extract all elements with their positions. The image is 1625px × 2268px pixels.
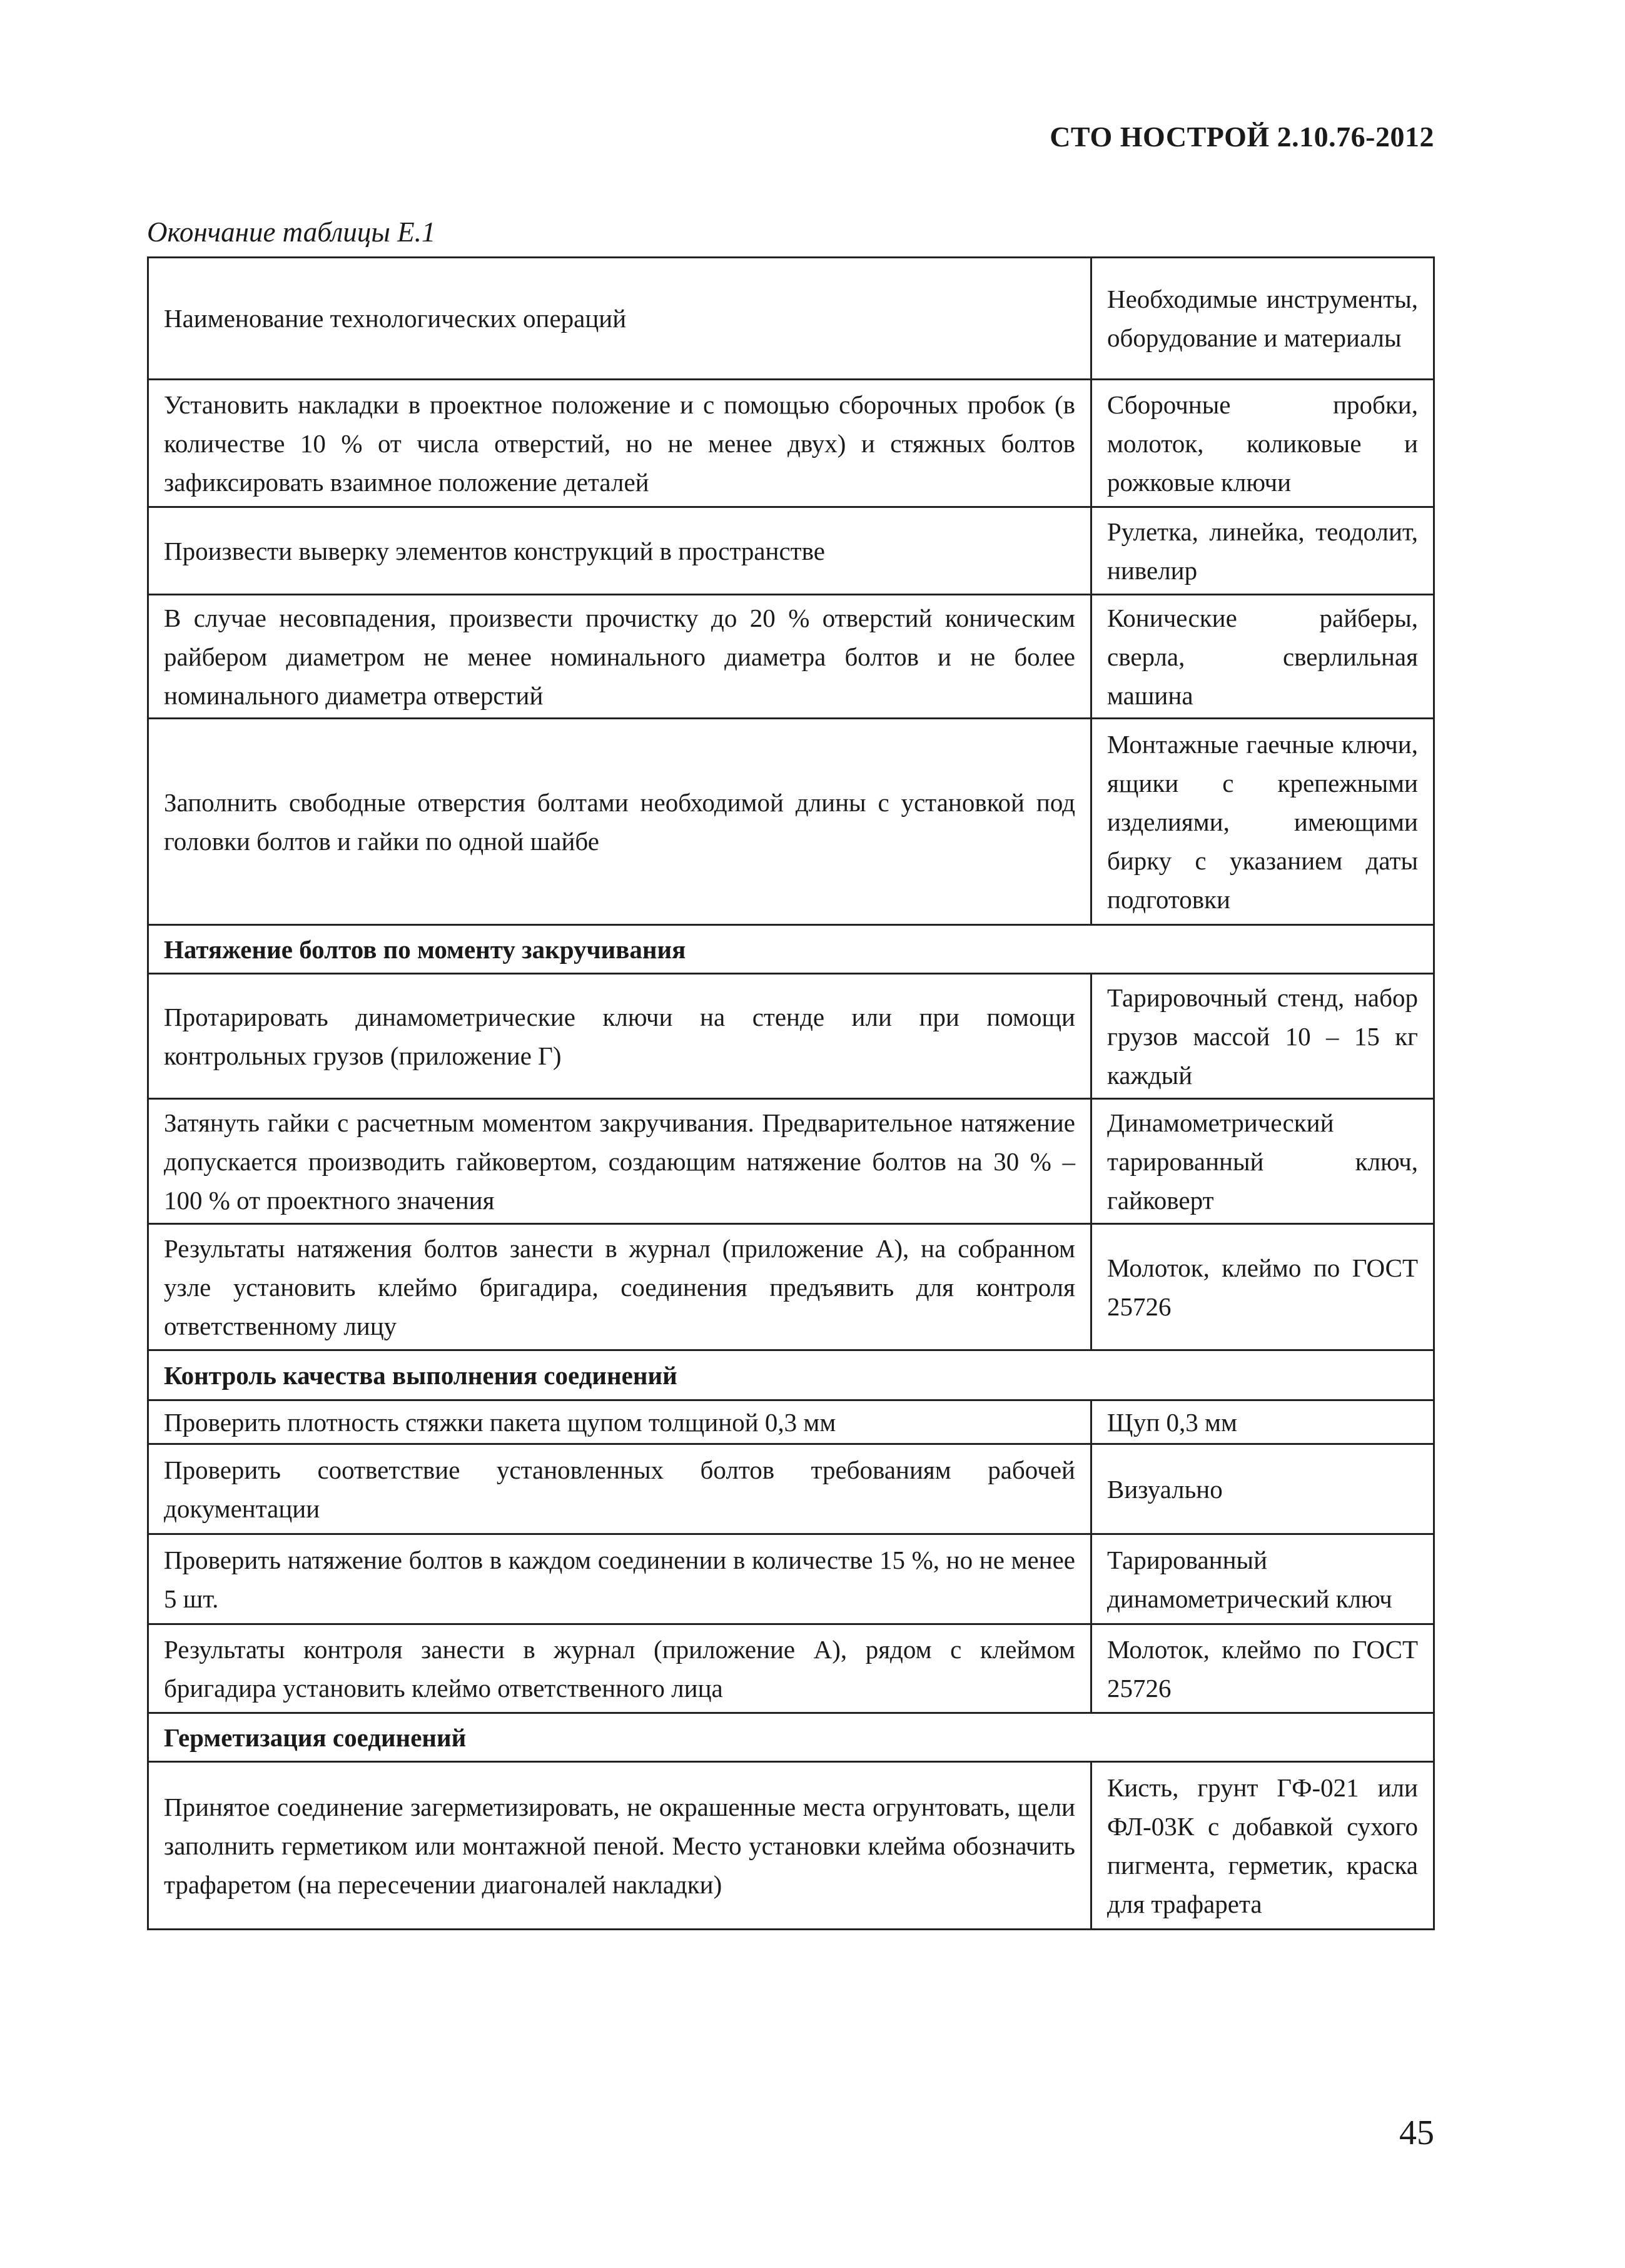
section-title: Натяжение болтов по моменту закручивания [148,925,1434,974]
operation-cell: Принятое соединение загерметизировать, не окрашенные места огрунтовать, щели заполнить герметиком или монтажной пеной. Место установки клейма обозначить трафаретом (на пересечении диагоналей накладки) [148,1762,1091,1930]
section-row [148,925,1434,974]
section-row [148,1713,1434,1762]
section-title: Контроль качества выполнения соединений [148,1350,1434,1400]
tools-cell: Тарированный динамометрический ключ [1091,1534,1434,1624]
operation-cell: Протарировать динамометрические ключи на стенде или при помощи контрольных грузов (приложение Г) [148,974,1091,1099]
column-header-tools: Необходимые инструменты, оборудование и материалы [1091,258,1434,380]
table-row [148,1624,1434,1713]
operation-cell: Результаты контроля занести в журнал (приложение А), рядом с клеймом бригадира установить клеймо ответственного лица [148,1624,1091,1713]
tools-cell: Динамометрический тарированный ключ, гайковерт [1091,1099,1434,1224]
tools-cell: Кисть, грунт ГФ-021 или ФЛ-03К с добавкой сухого пигмента, герметик, краска для трафарета [1091,1762,1434,1930]
operation-cell: Произвести выверку элементов конструкций в пространстве [148,507,1091,595]
table-row [148,1099,1434,1224]
table-row [148,1762,1434,1930]
tools-cell: Тарировочный стенд, набор грузов массой 10 – 15 кг каждый [1091,974,1434,1099]
table-row [148,719,1434,925]
operation-cell: Проверить плотность стяжки пакета щупом толщиной 0,3 мм [148,1400,1091,1444]
document-code: СТО НОСТРОЙ 2.10.76-2012 [1050,121,1434,153]
page-number: 45 [1399,2114,1434,2152]
table-row [148,1534,1434,1624]
table-row [148,974,1434,1099]
tools-cell: Конические райберы, сверла, сверлильная машина [1091,595,1434,719]
tools-cell: Щуп 0,3 мм [1091,1400,1434,1444]
operation-cell: Проверить натяжение болтов в каждом соединении в количестве 15 %, но не менее 5 шт. [148,1534,1091,1624]
table-caption: Окончание таблицы Е.1 [147,216,436,248]
tools-cell: Молоток, клеймо по ГОСТ 25726 [1091,1624,1434,1713]
operation-cell: В случае несовпадения, произвести прочистку до 20 % отверстий коническим райбером диаметром не менее номинального диаметра болтов и не более номинального диаметра отверстий [148,595,1091,719]
operations-table [147,256,1435,1930]
table-row [148,507,1434,595]
tools-cell: Визуально [1091,1444,1434,1534]
tools-cell: Молоток, клеймо по ГОСТ 25726 [1091,1224,1434,1350]
tools-cell: Монтажные гаечные ключи, ящики с крепежными изделиями, имеющими бирку с указанием даты подготовки [1091,719,1434,925]
operation-cell: Результаты натяжения болтов занести в журнал (приложение А), на собранном узле установить клеймо бригадира, соединения предъявить для контроля ответственному лицу [148,1224,1091,1350]
tools-cell: Сборочные пробки, молоток, коликовые и рожковые ключи [1091,380,1434,507]
table-row [148,1400,1434,1444]
table-row [148,595,1434,719]
operation-cell: Заполнить свободные отверстия болтами необходимой длины с установкой под головки болтов и гайки по одной шайбе [148,719,1091,925]
table-row [148,1224,1434,1350]
section-row [148,1350,1434,1400]
table-row [148,380,1434,507]
section-title: Герметизация соединений [148,1713,1434,1762]
operation-cell: Установить накладки в проектное положение и с помощью сборочных пробок (в количестве 10 % от числа отверстий, но не менее двух) и стяжных болтов зафиксировать взаимное положение деталей [148,380,1091,507]
operation-cell: Затянуть гайки с расчетным моментом закручивания. Предварительное натяжение допускается производить гайковертом, создающим натяжение болтов на 30 % – 100 % от проектного значения [148,1099,1091,1224]
table-header-row [148,258,1434,380]
column-header-operations: Наименование технологических операций [148,258,1091,380]
tools-cell: Рулетка, линейка, теодолит, нивелир [1091,507,1434,595]
operation-cell: Проверить соответствие установленных болтов требованиям рабочей документации [148,1444,1091,1534]
table-row [148,1444,1434,1534]
